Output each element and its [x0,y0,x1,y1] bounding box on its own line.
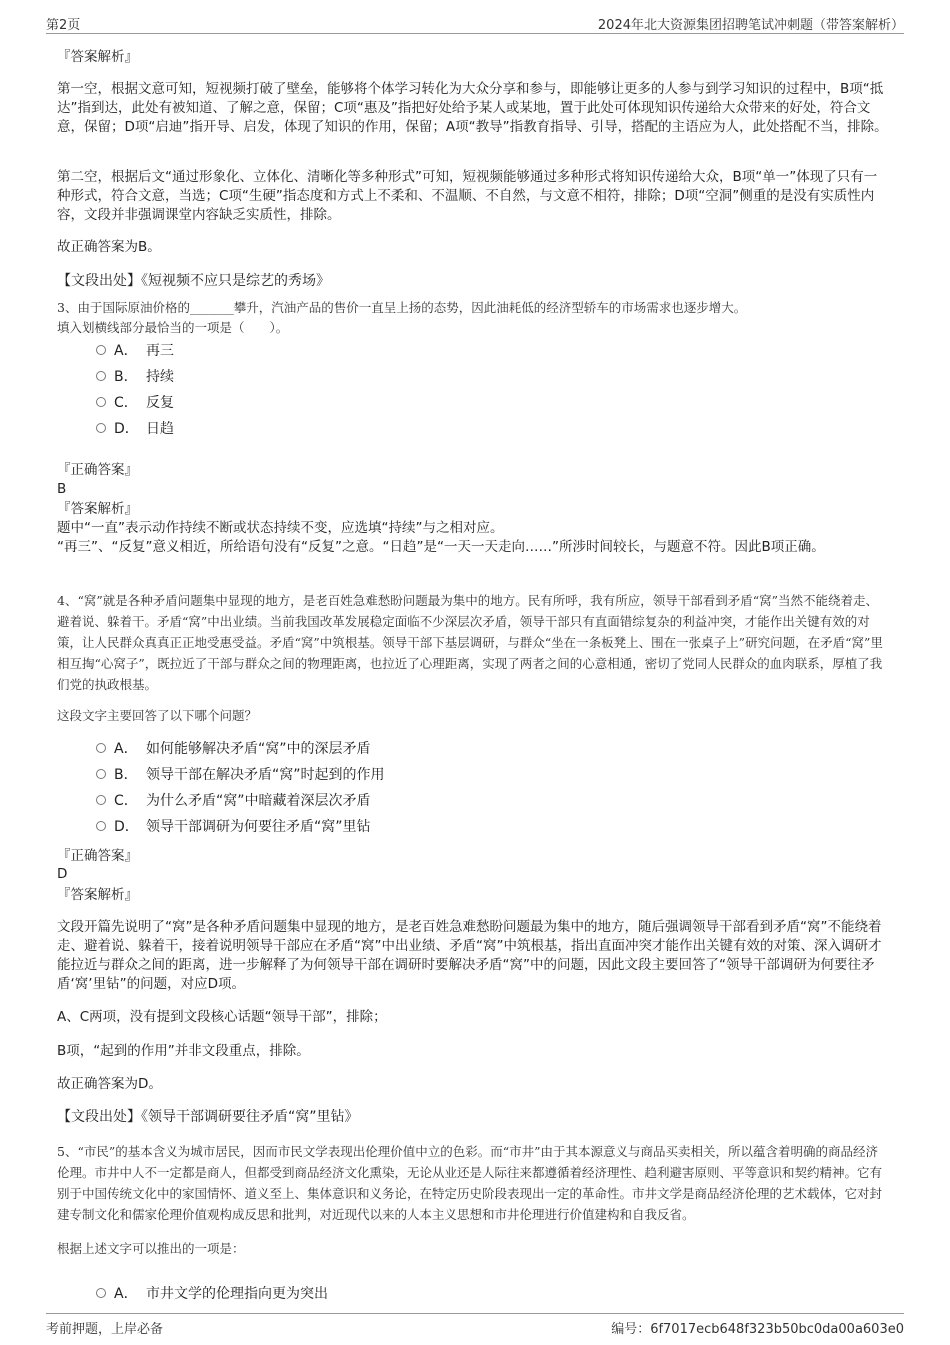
radio-icon[interactable] [96,821,106,831]
q5-option-a[interactable]: A． 市井文学的伦理指向更为突出 [96,1284,328,1304]
q4-prompt: 这段文字主要回答了以下哪个问题？ [57,708,258,723]
q4-conclusion: 故正确答案为D。 [57,1076,162,1092]
q4-option-a[interactable]: A． 如何能够解决矛盾“窝”中的深层矛盾 [96,739,371,759]
q4-stem: 4、“窝”就是各种矛盾问题集中显现的地方，是老百姓急难愁盼问题最为集中的地方。民有所呼，我有所应，领导干部看到矛盾“窝”当然不能绕着走、避着说、躲着干。矛盾“窝”中出业绩。当前我国改革发展稳定面临不少深层次矛盾，领导干部只有直面错综复杂的利益冲突，才能作出关键有效的对策，让人民群众真真正正地受惠受益。矛盾“窝”中筑根基。领导干部下基层调研，与群众“坐在一条板凳上、围在一张桌子上”研究问题，在矛盾“窝”里相互掏“心窝子”，既拉近了干部与群众之间的物理距离，也拉近了心理距离，实现了两者之间的心意相通，密切了党同人民群众的血肉联系，厚植了我们党的执政根基。 [57,593,883,692]
page-header [46,10,904,34]
q3-analysis-1: 题中“一直”表示动作持续不断或状态持续不变，应选填“持续”与之相对应。 [57,520,504,536]
q2-conclusion: 故正确答案为B。 [57,239,161,255]
q4-option-d[interactable]: D． 领导干部调研为何要往矛盾“窝”里钻 [96,817,371,837]
page-number: 第2页 [46,18,81,33]
q4-option-c[interactable]: C． 为什么矛盾“窝”中暗藏着深层次矛盾 [96,791,371,811]
q4-analysis-3: B项，“起到的作用”并非文段重点，排除。 [57,1043,310,1059]
q3-answer-title: 『正确答案』 [57,462,138,478]
q3-analysis-title: 『答案解析』 [57,501,138,517]
radio-icon[interactable] [96,345,106,355]
q2-analysis-title: 『答案解析』 [57,49,138,65]
q3-option-a[interactable]: A． 再三 [96,341,174,361]
q4-analysis-2: A、C两项，没有提到文段核心话题“领导干部”，排除； [57,1009,387,1025]
radio-icon[interactable] [96,1288,106,1298]
q5-prompt: 根据上述文字可以推出的一项是： [57,1241,245,1256]
page-footer [46,1313,904,1335]
q5-stem: 5、“市民”的基本含义为城市居民，因而市民文学表现出伦理价值中立的色彩。而“市井”由于其本源意义与商品买卖相关，所以蕴含着明确的商品经济伦理。市井中人不一定都是商人，但都受到商品经济文化熏染，无论从业还是人际往来都遵循着经济理性、趋利避害原则、平等意识和契约精神。它有别于中国传统文化中的家国情怀、道义至上、集体意识和义务论，在特定历史阶段表现出一定的革命性。市井文学是商品经济伦理的艺术载体，它对封建专制文化和儒家伦理价值观构成反思和批判，对近现代以来的人本主义思想和市井伦理进行价值建构和自我反省。 [57,1144,883,1222]
q4-analysis-1: 文段开篇先说明了“窝”是各种矛盾问题集中显现的地方，是老百姓急难愁盼问题最为集中的地方，随后强调领导干部看到矛盾“窝”不能绕着走、避着说、躲着干，接着说明领导干部应在矛盾“窝”中出业绩、矛盾“窝”中筑根基，指出直面冲突才能作出关键有效的对策、深入调研才能拉近与群众之间的距离，进一步解释了为何领导干部在调研时要解决矛盾“窝”中的问题，因此文段主要回答了“领导干部调研为何要往矛盾‘窝’里钻”的问题，对应D项。 [57,919,882,992]
q2-analysis-p2: 第二空，根据后文“通过形象化、立体化、清晰化等多种形式”可知，短视频能够通过多种形式将知识传递给大众，B项“单一”体现了只有一种形式，符合文意，当选；C项“生硬”指态度和方式上不柔和、不温顺、不自然，与文意不相符，排除；D项“空洞”侧重的是没有实质性内容，文段并非强调课堂内容缺乏实质性，排除。 [57,169,878,223]
radio-icon[interactable] [96,795,106,805]
q4-source: 【文段出处】《领导干部调研要往矛盾“窝”里钻》 [57,1109,359,1125]
q2-analysis-p1: 第一空，根据文意可知，短视频打破了壁垒，能够将个体学习转化为大众分享和参与，即能够让更多的人参与到学习知识的过程中，B项“抵达”指到达，此处有被知道、了解之意，保留；C项“惠及”指把好处给予某人或某地，置于此处可体现知识传递给大众带来的好处，符合文意，保留；D项“启迪”指开导、启发，体现了知识的作用，保留；A项“教导”指教育指导、引导，搭配的主语应为人，此处搭配不当，排除。 [57,81,888,135]
q4-option-b[interactable]: B． 领导干部在解决矛盾“窝”时起到的作用 [96,765,385,785]
radio-icon[interactable] [96,423,106,433]
q3-option-b[interactable]: B． 持续 [96,367,174,387]
q3-option-d[interactable]: D． 日趋 [96,419,174,439]
radio-icon[interactable] [96,397,106,407]
q3-prompt: 填入划横线部分最恰当的一项是（ ）。 [57,320,289,335]
q3-analysis-2: “再三”、“反复”意义相近，所给语句没有“反复”之意。“日趋”是“一天一天走向……”所涉时间较长，与题意不符。因此B项正确。 [57,539,825,555]
footer-slogan: 考前押题，上岸必备 [46,1322,164,1337]
q4-analysis-title: 『答案解析』 [57,887,138,903]
q3-answer: B [57,481,67,497]
document-title: 2024年北大资源集团招聘笔试冲刺题（带答案解析） [597,18,904,33]
document-id: 编号：6f7017ecb648f323b50bc0da00a603e0 [611,1322,904,1337]
radio-icon[interactable] [96,769,106,779]
radio-icon[interactable] [96,371,106,381]
q3-option-c[interactable]: C． 反复 [96,393,174,413]
q4-answer: D [57,866,68,882]
radio-icon[interactable] [96,743,106,753]
q2-source: 【文段出处】《短视频不应只是综艺的秀场》 [57,273,330,289]
q4-answer-title: 『正确答案』 [57,848,138,864]
q3-stem: 3、由于国际原油价格的_______攀升，汽油产品的售价一直呈上扬的态势，因此油耗低的经济型轿车的市场需求也逐步增大。 [57,300,747,315]
